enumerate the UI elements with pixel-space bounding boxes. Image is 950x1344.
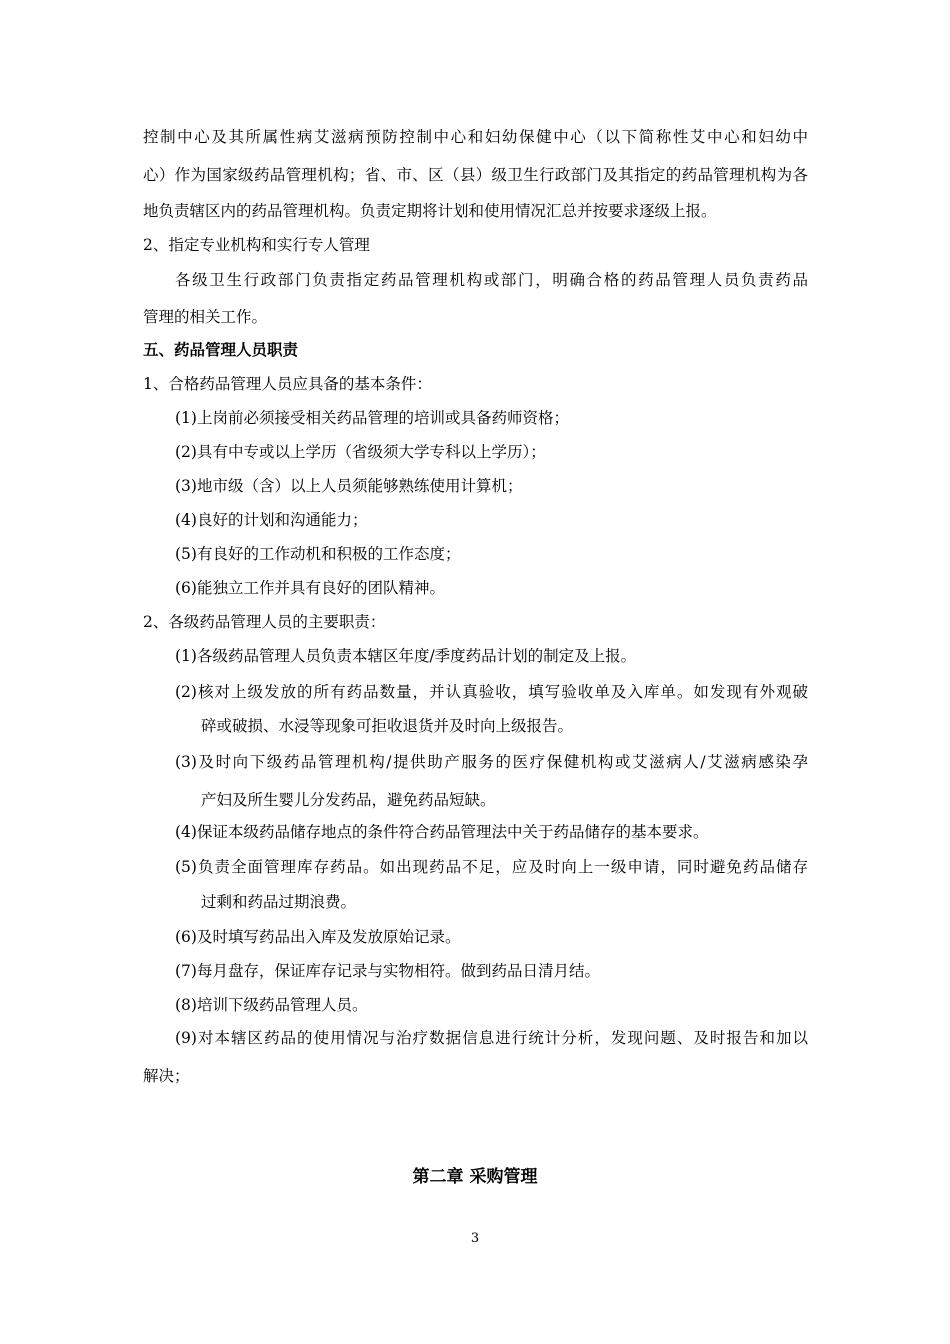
section-heading: 五、药品管理人员职责 xyxy=(143,340,299,359)
list-item: (4)良好的计划和沟通能力； xyxy=(175,511,368,529)
list-item-continuation: 解决； xyxy=(143,1067,190,1085)
list-item: (2)具有中专或以上学历（省级须大学专科以上学历）； xyxy=(175,443,546,461)
list-item: (3)地市级（含）以上人员须能够熟练使用计算机； xyxy=(175,477,523,495)
list-item: (2)核对上级发放的所有药品数量，并认真验收，填写验收单及入库单。如发现有外观破 xyxy=(175,683,808,701)
paragraph-line: 地负责辖区内的药品管理机构。负责定期将计划和使用情况汇总并按要求逐级上报。 xyxy=(143,202,717,220)
list-item: (9)对本辖区药品的使用情况与治疗数据信息进行统计分析，发现问题、及时报告和加以 xyxy=(175,1029,808,1047)
list-item: (6)及时填写药品出入库及发放原始记录。 xyxy=(175,928,461,946)
list-item-continuation: 过剩和药品过期浪费。 xyxy=(201,893,357,911)
page-number: 3 xyxy=(470,1231,480,1246)
chapter-title: 第二章 采购管理 xyxy=(412,1167,538,1187)
paragraph-line: 控制中心及其所属性病艾滋病预防控制中心和妇幼保健中心（以下简称性艾中心和妇幼中 xyxy=(143,128,808,146)
subsection-heading: 2、各级药品管理人员的主要职责： xyxy=(143,613,386,631)
subsection-heading: 1、合格药品管理人员应具备的基本条件： xyxy=(143,375,432,393)
list-item: (5)负责全面管理库存药品。如出现药品不足，应及时向上一级申请，同时避免药品储存 xyxy=(175,858,808,876)
paragraph-line: 管理的相关工作。 xyxy=(143,308,268,326)
list-item: (5)有良好的工作动机和积极的工作态度； xyxy=(175,545,461,563)
paragraph-line: 各级卫生行政部门负责指定药品管理机构或部门，明确合格的药品管理人员负责药品 xyxy=(175,271,808,289)
list-item-continuation: 产妇及所生婴儿分发药品，避免药品短缺。 xyxy=(201,791,496,809)
list-item: (6)能独立工作并具有良好的团队精神。 xyxy=(175,579,445,597)
list-item: (8)培训下级药品管理人员。 xyxy=(175,996,368,1014)
list-item: (4)保证本级药品储存地点的条件符合药品管理法中关于药品储存的基本要求。 xyxy=(175,823,709,841)
item-heading: 2、指定专业机构和实行专人管理 xyxy=(143,236,370,254)
list-item: (1)上岗前必须接受相关药品管理的培训或具备药师资格； xyxy=(175,409,569,427)
list-item: (7)每月盘存，保证库存记录与实物相符。做到药品日清月结。 xyxy=(175,962,600,980)
list-item: (1)各级药品管理人员负责本辖区年度/季度药品计划的制定及上报。 xyxy=(175,647,637,665)
list-item-continuation: 碎或破损、水浸等现象可拒收退货并及时向上级报告。 xyxy=(201,717,574,735)
list-item: (3)及时向下级药品管理机构/提供助产服务的医疗保健机构或艾滋病人/艾滋病感染孕 xyxy=(175,753,808,771)
paragraph-line: 心）作为国家级药品管理机构；省、市、区（县）级卫生行政部门及其指定的药品管理机构为各 xyxy=(143,166,808,184)
